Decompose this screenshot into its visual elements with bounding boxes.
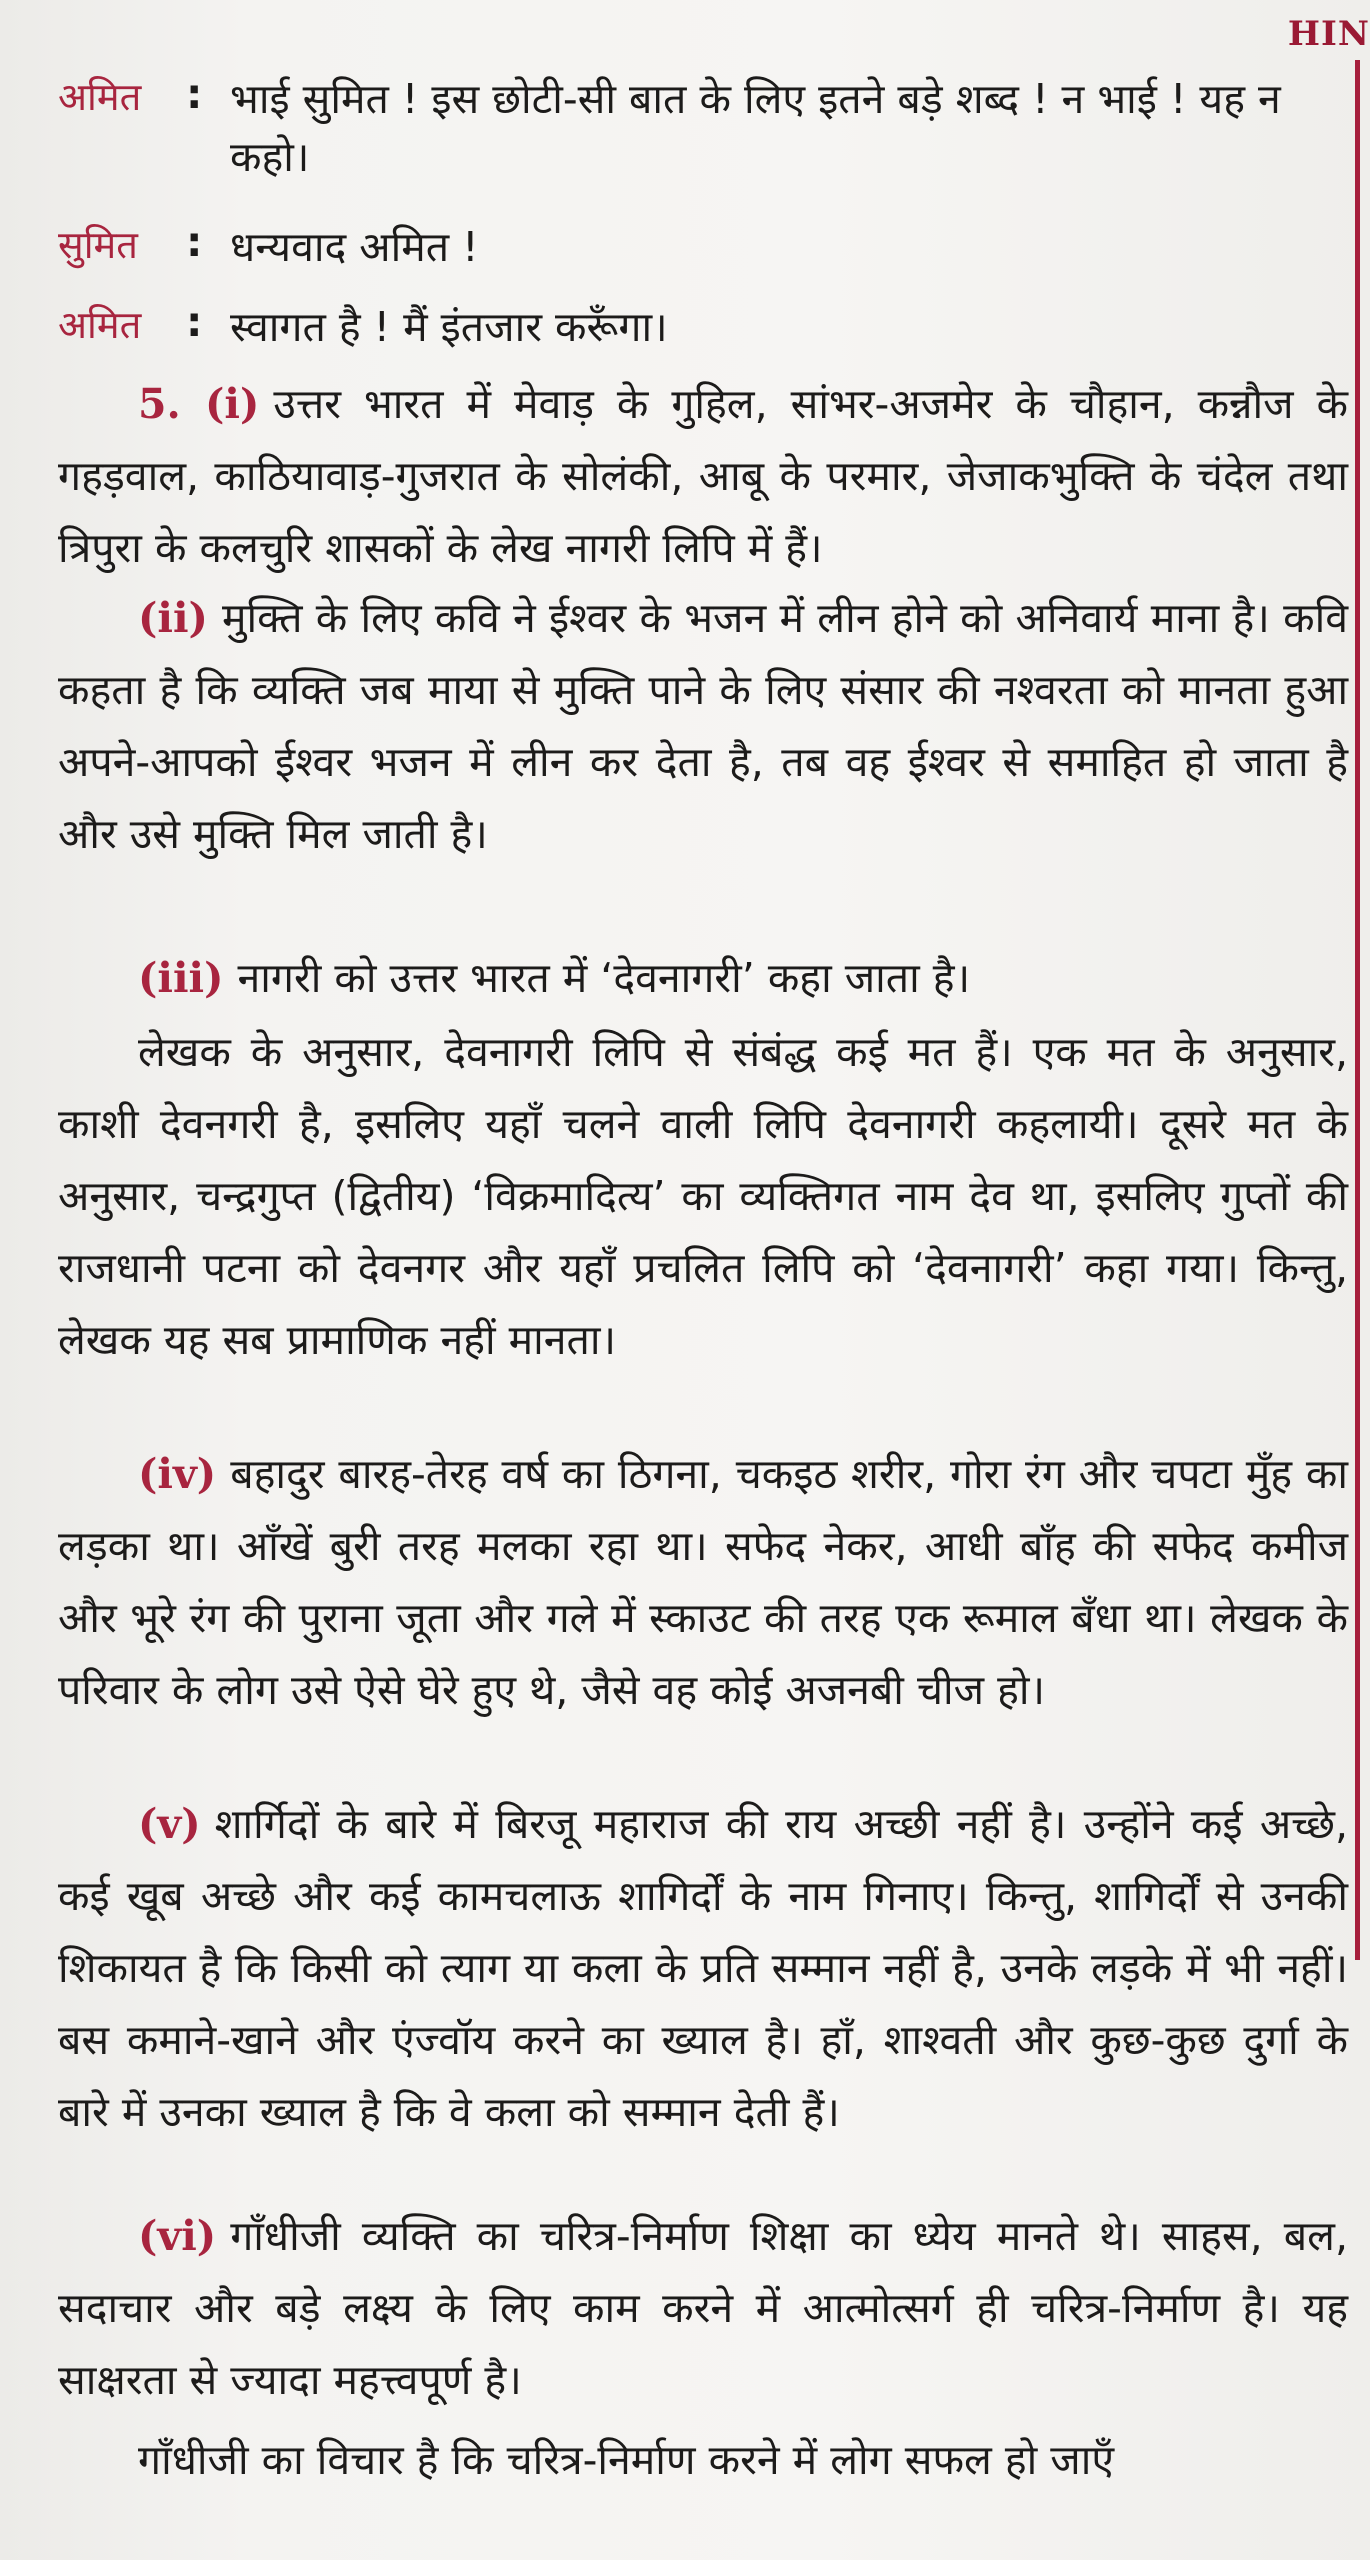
answer-text: बहादुर बारह-तेरह वर्ष का ठिगना, चकइठ शरीर, गोरा रंग और चपटा मुँह का लड़का था। आँखें बुरी तरह मलका रहा था। सफेद नेकर, आधी बाँह की सफेद कमीज और भूरे रंग की पुराना जूता और गले में स्काउट की तरह एक रूमाल बँधा था। लेखक के परिवार के लोग उसे ऐसे घेरे हुए थे, जैसे वह कोई अजनबी चीज हो। bbox=[58, 1450, 1348, 1714]
dialogue-line bbox=[58, 298, 1348, 358]
dialogue-text: धन्यवाद अमित ! bbox=[230, 223, 479, 271]
answer-paragraph bbox=[58, 2424, 1348, 2496]
page-edge-line bbox=[1355, 60, 1360, 1960]
dialogue-line bbox=[58, 70, 1348, 190]
answer-text: लेखक के अनुसार, देवनागरी लिपि से संबंद्ध कई मत हैं। एक मत के अनुसार, काशी देवनगरी है, इसलिए यहाँ चलने वाली लिपि देवनागरी कहलायी। दूसरे मत के अनुसार, चन्द्रगुप्त (द्वितीय) ‘विक्रमादित्य’ का व्यक्तिगत नाम देव था, इसलिए गुप्तों की राजधानी पटना को देवनगर और यहाँ प्रचलित लिपि को ‘देवनागरी’ कहा गया। किन्तु, लेखक यह सब प्रामाणिक नहीं मानता। bbox=[58, 1028, 1348, 1364]
answer-text: मुक्ति के लिए कवि ने ईश्वर के भजन में लीन होने को अनिवार्य माना है। कवि कहता है कि व्यक्ति जब माया से मुक्ति पाने के लिए संसार की नश्वरता को मानता हुआ अपने-आपको ईश्वर भजन में लीन कर देता है, तब वह ईश्वर से समाहित हो जाता है और उसे मुक्ति मिल जाती है। bbox=[58, 594, 1348, 858]
answer-number: (iv) bbox=[138, 1450, 217, 1498]
answer-number: (vi) bbox=[138, 2212, 217, 2260]
speaker-name: अमित bbox=[58, 303, 142, 347]
answer-paragraph bbox=[58, 1438, 1348, 1726]
answer-number: (v) bbox=[138, 1800, 201, 1848]
answer-paragraph bbox=[58, 1016, 1348, 1376]
dialogue-line bbox=[58, 218, 1348, 278]
answer-paragraph bbox=[58, 582, 1348, 870]
speaker-name: सुमित bbox=[58, 223, 138, 267]
answer-number: (iii) bbox=[138, 954, 224, 1002]
answer-text: नागरी को उत्तर भारत में ‘देवनागरी’ कहा जाता है। bbox=[237, 954, 971, 1002]
dialogue-text: भाई सुमित ! इस छोटी-सी बात के लिए इतने बड़े शब्द ! न भाई ! यह न कहो। bbox=[230, 75, 1281, 181]
answer-paragraph bbox=[58, 1788, 1348, 2148]
answer-paragraph bbox=[58, 368, 1348, 584]
dialogue-text: स्वागत है ! मैं इंतजार करूँगा। bbox=[230, 303, 668, 351]
answer-text: गाँधीजी का विचार है कि चरित्र-निर्माण करने में लोग सफल हो जाएँ bbox=[138, 2436, 1115, 2484]
answer-number: (ii) bbox=[138, 594, 208, 642]
colon-separator: : bbox=[186, 298, 203, 346]
answer-text: शार्गिदों के बारे में बिरजू महाराज की राय अच्छी नहीं है। उन्होंने कई अच्छे, कई खूब अच्छे और कई कामचलाऊ शागिर्दों के नाम गिनाए। किन्तु, शागिर्दों से उनकी शिकायत है कि किसी को त्याग या कला के प्रति सम्मान नहीं है, उनके लड़के में भी नहीं। बस कमाने-खाने और एंज्वॉय करने का ख्याल है। हाँ, शाश्वती और कुछ-कुछ दुर्गा के बारे में उनका ख्याल है कि वे कला को सम्मान देती हैं। bbox=[58, 1800, 1348, 2136]
subject-header-tag: HIN bbox=[1287, 14, 1370, 54]
colon-separator: : bbox=[186, 218, 203, 266]
speaker-name: अमित bbox=[58, 75, 142, 119]
answer-number: 5. (i) bbox=[138, 380, 260, 428]
answer-text: गाँधीजी व्यक्ति का चरित्र-निर्माण शिक्षा का ध्येय मानते थे। साहस, बल, सदाचार और बड़े लक्ष्य के लिए काम करने में आत्मोत्सर्ग ही चरित्र-निर्माण है। यह साक्षरता से ज्यादा महत्त्वपूर्ण है। bbox=[58, 2212, 1348, 2404]
answer-paragraph bbox=[58, 2200, 1348, 2416]
answer-paragraph bbox=[58, 942, 1348, 1014]
colon-separator: : bbox=[186, 70, 203, 118]
answer-text: उत्तर भारत में मेवाड़ के गुहिल, सांभर-अजमेर के चौहान, कन्नौज के गहड़वाल, काठियावाड़-गुजरात के सोलंकी, आबू के परमार, जेजाकभुक्ति के चंदेल तथा त्रिपुरा के कलचुरि शासकों के लेख नागरी लिपि में हैं। bbox=[58, 380, 1348, 572]
